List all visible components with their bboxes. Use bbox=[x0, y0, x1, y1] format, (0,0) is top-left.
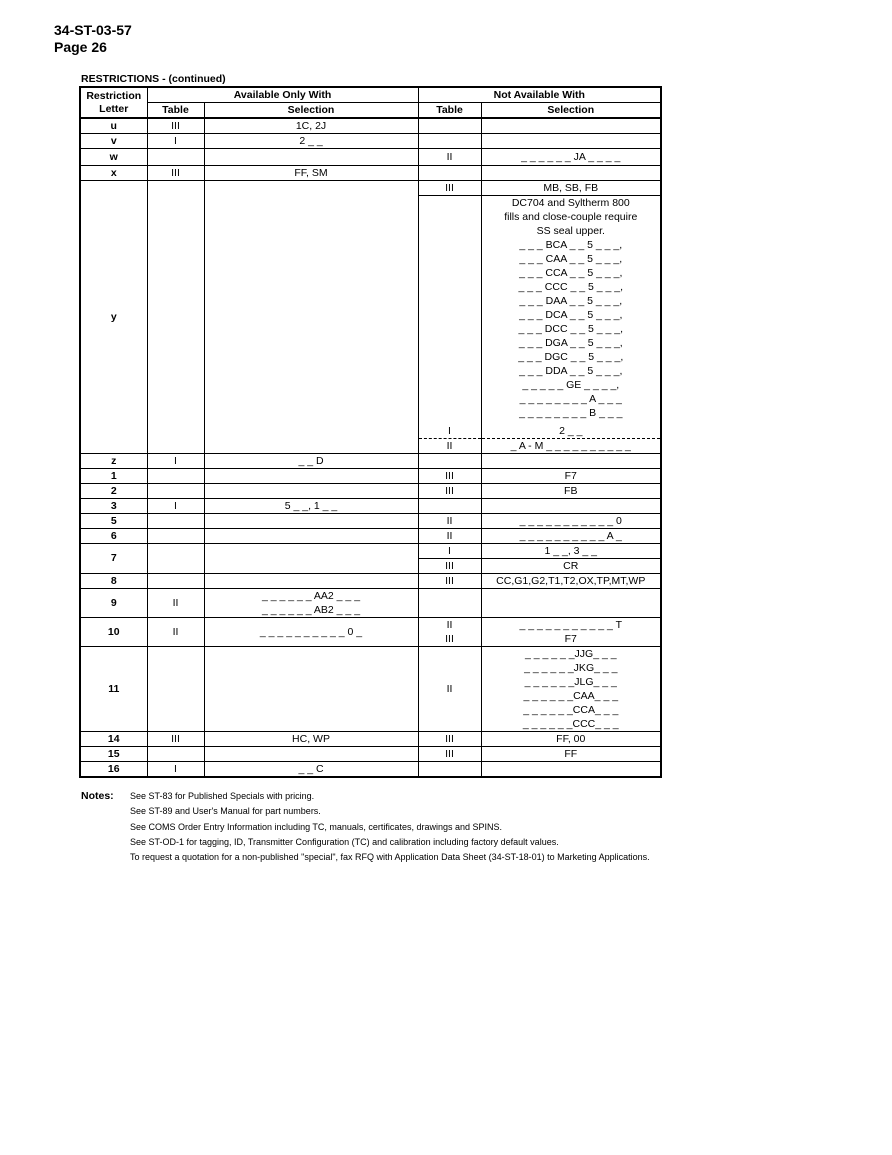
restriction-letter: 3 bbox=[80, 498, 147, 513]
table-row bbox=[80, 731, 661, 746]
restriction-letter: 2 bbox=[80, 483, 147, 498]
avail-table bbox=[147, 543, 204, 573]
table-row bbox=[80, 149, 661, 166]
restriction-letter: 5 bbox=[80, 513, 147, 528]
notes-list bbox=[130, 789, 650, 865]
restriction-letter: 7 bbox=[80, 543, 147, 573]
table-row bbox=[80, 483, 661, 498]
doc-id: 34-ST-03-57 bbox=[54, 22, 132, 38]
code-line: _ _ _ CCA _ _ 5 _ _ _, bbox=[519, 267, 623, 279]
not-selection bbox=[481, 498, 661, 513]
not-table bbox=[418, 166, 481, 181]
not-selection bbox=[481, 118, 661, 134]
header-avail-selection: Selection bbox=[204, 103, 418, 119]
not-table bbox=[418, 453, 481, 468]
avail-selection: 2 _ _ bbox=[204, 134, 418, 149]
restriction-letter: y bbox=[80, 181, 147, 454]
not-table bbox=[418, 498, 481, 513]
avail-selection bbox=[204, 573, 418, 588]
avail-selection: _ _ _ _ _ _ _ _ _ _ 0 _ bbox=[204, 617, 418, 646]
not-table: II bbox=[446, 618, 453, 631]
not-table bbox=[418, 134, 481, 149]
restriction-letter: 16 bbox=[80, 761, 147, 777]
code-line: _ _ _ DGC _ _ 5 _ _ _, bbox=[518, 351, 624, 363]
not-selection bbox=[481, 588, 661, 617]
code-line: _ _ _ _ _ GE _ _ _ _, bbox=[522, 379, 620, 391]
restriction-letter: 6 bbox=[80, 528, 147, 543]
not-table: II bbox=[418, 513, 481, 528]
table-row bbox=[80, 468, 661, 483]
avail-selection bbox=[204, 543, 418, 573]
code-line: _ _ _ DGA _ _ 5 _ _ _, bbox=[518, 337, 623, 349]
notes-label: Notes: bbox=[81, 790, 114, 802]
page-number: Page 26 bbox=[54, 39, 107, 55]
not-table: I bbox=[418, 543, 481, 558]
not-table bbox=[418, 588, 481, 617]
restriction-letter: 14 bbox=[80, 731, 147, 746]
avail-selection bbox=[204, 746, 418, 761]
avail-table: II bbox=[147, 588, 204, 617]
avail-table bbox=[147, 528, 204, 543]
not-table bbox=[418, 118, 481, 134]
not-table: III bbox=[418, 468, 481, 483]
table-row bbox=[80, 528, 661, 543]
not-table: II bbox=[418, 438, 481, 453]
note-item: To request a quotation for a non-published "special", fax RFQ with Application Data Sheet (34-ST-18-01) to Marketing Applications. bbox=[130, 852, 650, 863]
not-table: III bbox=[418, 573, 481, 588]
avail-table: III bbox=[147, 118, 204, 134]
not-table bbox=[418, 761, 481, 777]
not-table: II bbox=[418, 646, 481, 731]
not-selection: _ _ _ _ _ _ _ _ _ _ _ T bbox=[519, 618, 623, 631]
not-table-block bbox=[418, 617, 481, 646]
not-selection: _ _ _ _ _ _JLG_ _ _ bbox=[524, 675, 617, 688]
avail-selection: 1C, 2J bbox=[204, 118, 418, 134]
table-row bbox=[80, 498, 661, 513]
not-selection bbox=[481, 134, 661, 149]
restriction-letter: 1 bbox=[80, 468, 147, 483]
not-table: III bbox=[445, 632, 454, 645]
not-selection-block bbox=[481, 196, 661, 424]
note-line: DC704 and Syltherm 800 bbox=[511, 197, 630, 209]
not-selection: _ _ _ _ _ _ _ _ _ _ A _ bbox=[481, 528, 661, 543]
restriction-letter: w bbox=[80, 149, 147, 166]
avail-table bbox=[147, 468, 204, 483]
avail-selection: _ _ _ _ _ _ AB2 _ _ _ bbox=[261, 603, 361, 616]
not-selection: 2 _ _ bbox=[481, 424, 661, 439]
note-item: See COMS Order Entry Information including TC, manuals, certificates, drawings and SPINS. bbox=[130, 821, 502, 832]
table-row bbox=[80, 453, 661, 468]
restriction-letter: u bbox=[80, 118, 147, 134]
not-selection: F7 bbox=[564, 632, 577, 645]
code-line: _ _ _ DCC _ _ 5 _ _ _, bbox=[518, 323, 623, 335]
note-item: See ST-89 and User's Manual for part numbers. bbox=[130, 806, 321, 817]
not-selection: _ _ _ _ _ _JJG_ _ _ bbox=[524, 647, 617, 660]
avail-table: III bbox=[147, 731, 204, 746]
not-selection: _ _ _ _ _ _CCA_ _ _ bbox=[523, 703, 619, 716]
restriction-letter: z bbox=[80, 453, 147, 468]
table-row bbox=[80, 166, 661, 181]
not-table bbox=[418, 196, 481, 424]
avail-selection bbox=[204, 181, 418, 454]
code-line: _ _ _ DAA _ _ 5 _ _ _, bbox=[519, 295, 623, 307]
header-avail-table: Table bbox=[147, 103, 204, 119]
header-restriction-letter: Restriction Letter bbox=[80, 87, 147, 118]
not-selection: _ _ _ _ _ _ _ _ _ _ _ 0 bbox=[481, 513, 661, 528]
not-selection-block bbox=[481, 617, 661, 646]
header-available-only-with: Available Only With bbox=[147, 87, 418, 103]
note-item: See ST-OD-1 for tagging, ID, Transmitter Configuration (TC) and calibration including factory default values. bbox=[130, 836, 559, 847]
avail-selection: _ _ _ _ _ _ AA2 _ _ _ bbox=[261, 589, 361, 602]
not-selection: _ _ _ _ _ _CCC_ _ _ bbox=[522, 717, 619, 730]
avail-selection: 5 _ _, 1 _ _ bbox=[204, 498, 418, 513]
avail-selection bbox=[204, 149, 418, 166]
avail-selection bbox=[204, 513, 418, 528]
not-selection: 1 _ _, 3 _ _ bbox=[481, 543, 661, 558]
table-row bbox=[80, 761, 661, 777]
not-selection: CC,G1,G2,T1,T2,OX,TP,MT,WP bbox=[481, 573, 661, 588]
not-table: III bbox=[418, 483, 481, 498]
avail-table bbox=[147, 646, 204, 731]
header-not-selection: Selection bbox=[481, 103, 661, 119]
avail-selection: FF, SM bbox=[204, 166, 418, 181]
avail-table: I bbox=[147, 498, 204, 513]
not-selection: FB bbox=[481, 483, 661, 498]
restriction-letter: 10 bbox=[80, 617, 147, 646]
avail-selection bbox=[204, 468, 418, 483]
not-selection: FF, 00 bbox=[481, 731, 661, 746]
restrictions-table bbox=[79, 86, 662, 778]
not-table: III bbox=[418, 181, 481, 196]
note-line: SS seal upper. bbox=[536, 225, 605, 237]
note-item: See ST-83 for Published Specials with pricing. bbox=[130, 791, 315, 801]
code-line: _ _ _ CAA _ _ 5 _ _ _, bbox=[519, 253, 623, 265]
not-table: II bbox=[418, 528, 481, 543]
not-table: III bbox=[418, 731, 481, 746]
code-line: _ _ _ _ _ _ _ _ A _ _ _ bbox=[519, 393, 622, 405]
table-row bbox=[80, 588, 661, 617]
avail-selection bbox=[204, 646, 418, 731]
table-row bbox=[80, 118, 661, 134]
not-table: I bbox=[418, 424, 481, 439]
code-line: _ _ _ _ _ _ _ _ B _ _ _ bbox=[519, 407, 623, 419]
avail-table bbox=[147, 149, 204, 166]
not-selection: F7 bbox=[481, 468, 661, 483]
not-selection: MB, SB, FB bbox=[481, 181, 661, 196]
avail-table: I bbox=[147, 134, 204, 149]
restriction-letter: v bbox=[80, 134, 147, 149]
not-selection: CR bbox=[481, 558, 661, 573]
header-not-available-with: Not Available With bbox=[418, 87, 661, 103]
not-selection: FF bbox=[481, 746, 661, 761]
avail-table: I bbox=[147, 761, 204, 777]
avail-table: II bbox=[147, 617, 204, 646]
avail-selection bbox=[204, 528, 418, 543]
not-selection: _ _ _ _ _ _ JA _ _ _ _ bbox=[481, 149, 661, 166]
restriction-letter: x bbox=[80, 166, 147, 181]
avail-table: III bbox=[147, 166, 204, 181]
table-row bbox=[80, 573, 661, 588]
note-line: fills and close-couple require bbox=[504, 211, 638, 223]
restriction-letter: 11 bbox=[80, 646, 147, 731]
table-row bbox=[80, 513, 661, 528]
code-line: _ _ _ BCA _ _ 5 _ _ _, bbox=[519, 239, 623, 251]
not-table: II bbox=[418, 149, 481, 166]
avail-selection: _ _ C bbox=[204, 761, 418, 777]
not-selection bbox=[481, 166, 661, 181]
not-selection-block bbox=[481, 646, 661, 731]
table-caption: RESTRICTIONS - (continued) bbox=[81, 73, 226, 85]
table-row bbox=[80, 543, 661, 558]
avail-selection bbox=[204, 483, 418, 498]
avail-table bbox=[147, 483, 204, 498]
avail-table bbox=[147, 181, 204, 454]
table-row bbox=[80, 181, 661, 196]
code-line: _ _ _ DCA _ _ 5 _ _ _, bbox=[519, 309, 623, 321]
document-header bbox=[54, 22, 132, 56]
restriction-letter: 9 bbox=[80, 588, 147, 617]
restriction-letter: 15 bbox=[80, 746, 147, 761]
table-row bbox=[80, 134, 661, 149]
avail-table bbox=[147, 746, 204, 761]
not-selection: _ A - M _ _ _ _ _ _ _ _ _ _ bbox=[481, 438, 661, 453]
avail-selection: HC, WP bbox=[204, 731, 418, 746]
table-row bbox=[80, 646, 661, 731]
avail-selection: _ _ D bbox=[204, 453, 418, 468]
not-selection: _ _ _ _ _ _JKG_ _ _ bbox=[524, 661, 618, 674]
avail-selection-block bbox=[204, 588, 418, 617]
table-row bbox=[80, 746, 661, 761]
not-selection: _ _ _ _ _ _CAA_ _ _ bbox=[523, 689, 619, 702]
code-line: _ _ _ DDA _ _ 5 _ _ _, bbox=[519, 365, 623, 377]
avail-table: I bbox=[147, 453, 204, 468]
not-table: III bbox=[418, 558, 481, 573]
not-selection bbox=[481, 453, 661, 468]
not-table: III bbox=[418, 746, 481, 761]
restriction-letter: 8 bbox=[80, 573, 147, 588]
code-line: _ _ _ CCC _ _ 5 _ _ _, bbox=[518, 281, 623, 293]
header-not-table: Table bbox=[418, 103, 481, 119]
table-row bbox=[80, 617, 661, 646]
avail-table bbox=[147, 573, 204, 588]
not-selection bbox=[481, 761, 661, 777]
avail-table bbox=[147, 513, 204, 528]
